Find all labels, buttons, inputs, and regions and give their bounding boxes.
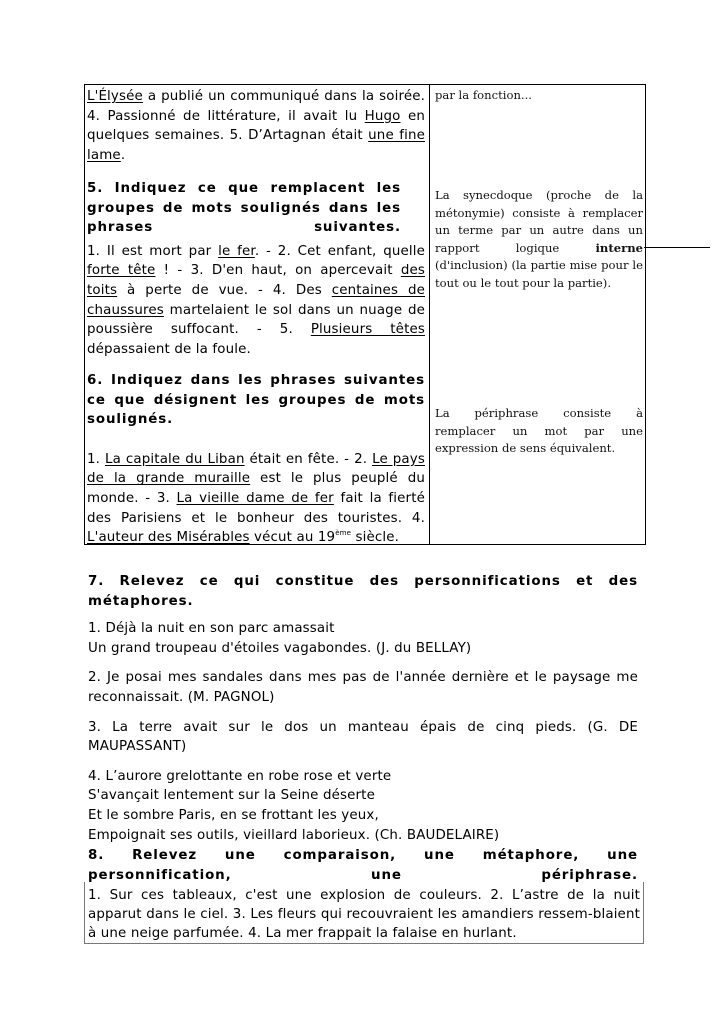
text-run: 1. Il est mort par (87, 243, 219, 259)
exercise-7-item (88, 619, 638, 658)
exercise-7 (88, 572, 638, 855)
text-run: en quelques semaines. 5. D’Artagnan était (87, 108, 425, 144)
synecdoque-note-start: La synecdoque (proche de la métonymie) consiste à remplacer un terme par un autre dans un rapport logique (435, 188, 643, 255)
text-run: dépassaient de la foule. (87, 341, 251, 357)
margin-line (644, 247, 710, 248)
underlined-term: Plusieurs têtes (310, 322, 425, 338)
superscript: ème (335, 529, 352, 538)
underlined-term: des toits (87, 263, 426, 298)
exercise-7-item (88, 668, 638, 707)
poem-line: S'avançait lentement sur la Seine déserte (88, 788, 375, 804)
underlined-term: le fer (218, 243, 255, 259)
exercise-5-heading: 5. Indiquez ce que remplacent les groupes de mots soulignés dans les phrases suivantes. (87, 181, 401, 236)
poem-line: 3. La terre avait sur le dos un manteau épais de cinq pieds. (G. DE MAUPASSANT) (88, 719, 638, 755)
text-run: ! - 3. D'en haut, on apercevait (155, 263, 401, 279)
synecdoque-note (435, 187, 643, 293)
exercise-7-item (88, 767, 638, 845)
exercise-5 (87, 179, 425, 359)
poem-line: 1. Déjà la nuit en son parc amassait (88, 621, 335, 637)
exercise-table (84, 84, 646, 545)
text-run: . (120, 147, 126, 163)
exercise-8-body: 1. Sur ces tableaux, c'est une explosion de couleurs. 2. L’astre de la nuit apparut dans le ciel. 3. Les fleurs qui recouvraient les amandiers ressem-blaient à une neige parfumée. 4. La mer frappait la falaise en hurlant. (88, 888, 640, 942)
text-run: . - 2. Cet enfant, quelle (254, 243, 425, 259)
exercise-7-items (88, 619, 638, 845)
text-run: était en fête. - 2. (244, 451, 373, 467)
poem-line: 4. L’aurore grelottante en robe rose et verte (88, 768, 392, 784)
synecdoque-note-end: (d'inclusion) (la partie mise pour le tout ou le tout pour la partie). (435, 258, 643, 290)
poem-line: Empoignait ses outils, vieillard laborieux. (Ch. BAUDELAIRE) (88, 827, 500, 843)
underlined-term: centaines de chaussures (87, 282, 426, 318)
text-run: 1. (87, 451, 106, 467)
synecdoque-note-bold: interne (595, 240, 643, 255)
underlined-term: La capitale du Liban (105, 451, 245, 467)
underlined-term: Le pays de la grande muraille (87, 451, 425, 487)
exercise-8-heading: 8. Relevez une comparaison, une métaphore, une personnification, une périphrase. (88, 848, 638, 883)
text-run: est le plus peuplé du monde. - 3. (87, 471, 425, 506)
underlined-term: forte tête (87, 263, 156, 279)
poem-line: Un grand troupeau d'étoiles vagabondes. (J. du BELLAY) (88, 640, 472, 656)
underlined-term: L'Élysée (87, 89, 143, 104)
exercise-5-body (87, 242, 425, 360)
text-run: siècle. (351, 530, 400, 546)
exercise-6 (87, 371, 425, 548)
text-run: à perte de vue. - 4. Des (117, 282, 332, 298)
text-run: fait la fierté des Parisiens et le bonheur des touristes. 4. (87, 490, 425, 526)
text-run: martelaient le sol dans un nuage de poussière suffocant. - 5. (87, 302, 425, 338)
exercise-8-box (84, 882, 644, 944)
continued-exercise-text (87, 87, 425, 165)
exercise-6-heading: 6. Indiquez dans les phrases suivantes ce que désignent les groupes de mots soulignés. (87, 373, 425, 428)
poem-line: 2. Je posai mes sandales dans mes pas de l'année dernière et le paysage me reconnaissait. (M. PAGNOL) (88, 670, 638, 705)
exercise-6-body (87, 450, 425, 548)
exercise-7-item (88, 718, 638, 757)
text-run: a publié un communiqué dans la soirée. 4. Passionné de littérature, il avait lu (87, 89, 425, 124)
top-note: par la fonction... (435, 88, 532, 102)
underlined-term: une fine lame (87, 128, 425, 163)
periphrase-note: La périphrase consiste à remplacer un mot par une expression de sens équivalent. (435, 406, 643, 456)
poem-line: Et le sombre Paris, en se frottant les yeux, (88, 807, 379, 823)
column-divider (429, 85, 430, 544)
underlined-term: L'auteur des Misérables (87, 530, 250, 546)
text-run: vécut au 19 (249, 530, 336, 546)
exercise-8 (88, 846, 638, 885)
underlined-term: La vieille dame de fer (176, 490, 334, 506)
exercise-7-heading: 7. Relevez ce qui constitue des personnifications et des métaphores. (88, 574, 638, 609)
underlined-term: Hugo (364, 108, 401, 124)
